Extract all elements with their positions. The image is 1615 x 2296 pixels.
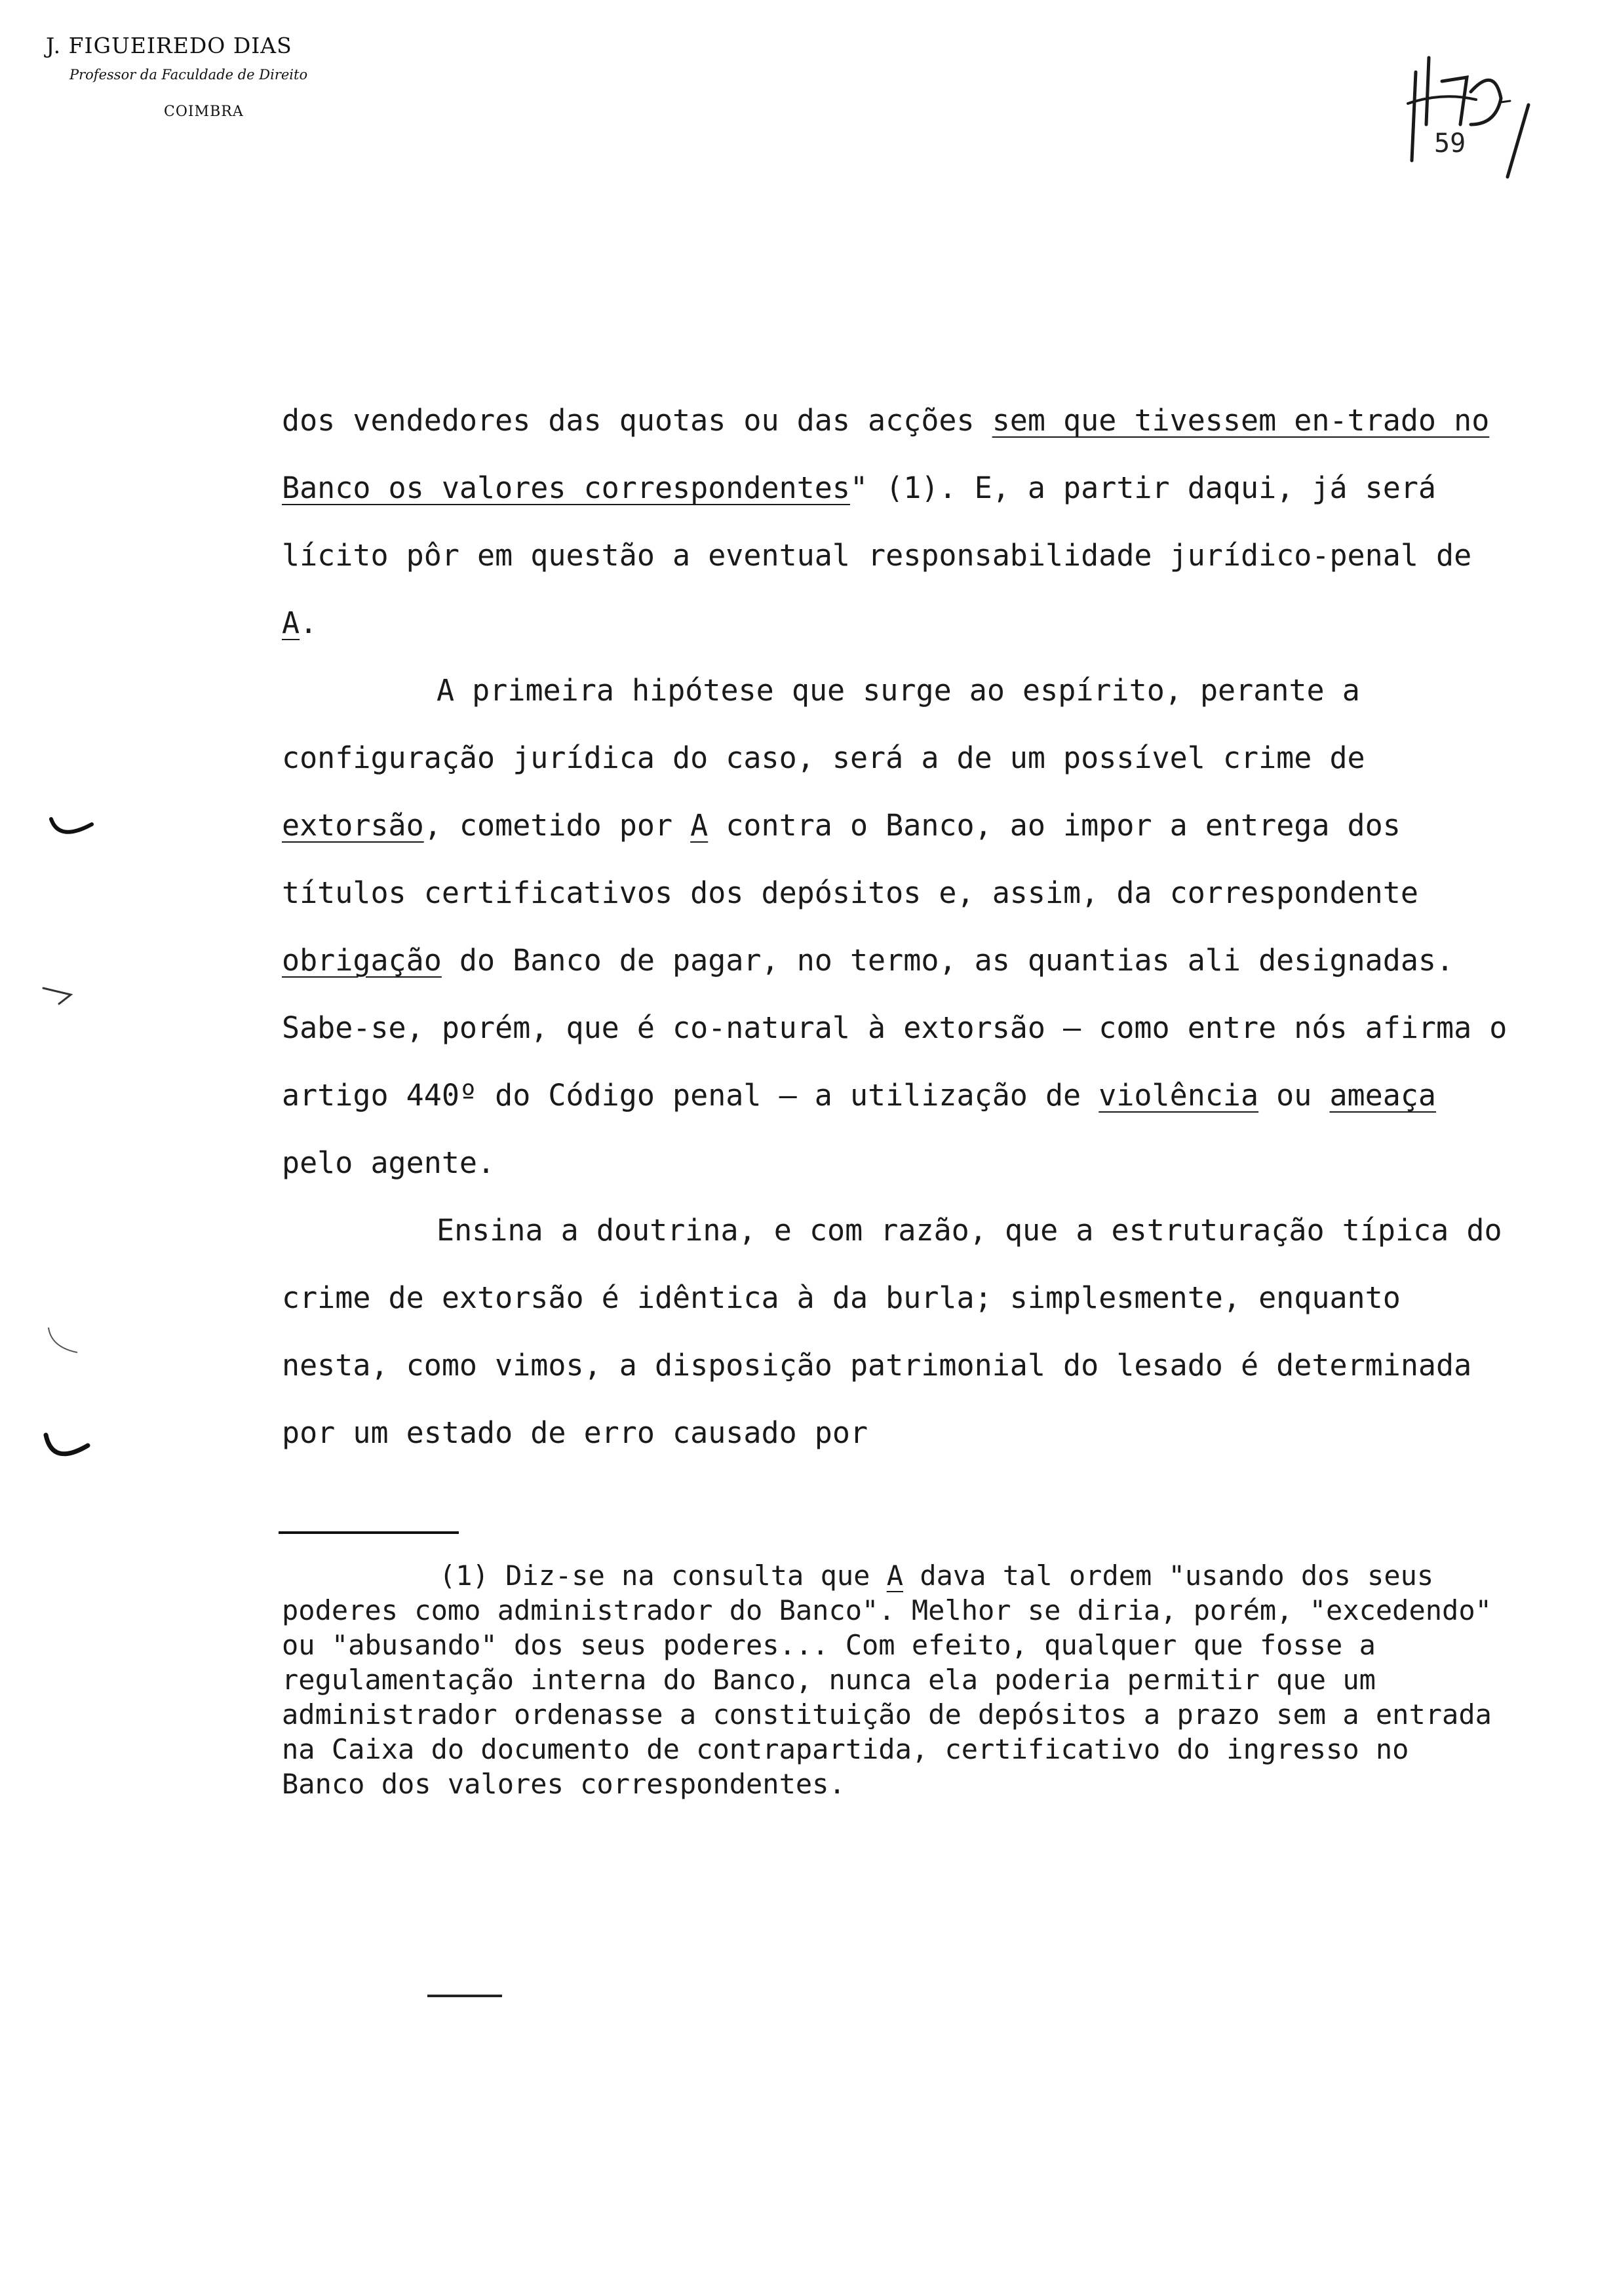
author-title: Professor da Faculdade de Direito (69, 67, 308, 83)
author-name: J. FIGUEIREDO DIAS (46, 33, 292, 58)
footnote-divider (279, 1531, 459, 1534)
footnote (282, 1558, 1508, 1801)
page-number: 59 (1434, 128, 1466, 159)
margin-bracket-mark (46, 813, 98, 852)
handwritten-folio-mark (1403, 46, 1534, 183)
margin-bracket-mark (41, 1428, 93, 1474)
author-city: COIMBRA (164, 104, 244, 120)
footnote-1: (1) Diz-se na consulta que A dava tal ordem "usando dos seus poderes como administrador do Banco". Melhor se diria, porém, "excedendo" ou "abusando" dos seus poderes... Com efeito, qualquer que fosse a regulamentação interna do Banco, nunca ela poderia permitir que um administrador ordenasse a constituição de depósitos a prazo sem a entrada na Caixa do documento de contrapartida, certificativo do ingresso no Banco dos valores correspondentes. (282, 1559, 1492, 1800)
margin-faint-mark (43, 1324, 83, 1356)
paragraph-1: dos vendedores das quotas ou das acções sem que tivessem en-trado no Banco os valores correspondentes" (1). E, a partir daqui, já será lícito pôr em questão a eventual responsabilidade jurídico-penal de A. (282, 403, 1490, 640)
paragraph-3: Ensina a doutrina, e com razão, que a estruturação típica do crime de extorsão é idêntica à da burla; simplesmente, enquanto nesta, como vimos, a disposição patrimonial do lesado é determinada por um estado de erro causado por (282, 1213, 1502, 1450)
margin-tick-mark (39, 983, 79, 1009)
paragraph-2: A primeira hipótese que surge ao espírito, perante a configuração jurídica do caso, será a de um possível crime de extorsão, cometido por A contra o Banco, ao impor a entrega dos títulos certificativos dos depósitos e, assim, da correspondente obrigação do Banco de pagar, no termo, as quantias ali designadas. Sabe-se, porém, que é co-natural à extorsão — como entre nós afirma o artigo 440º do Código penal — a utilização de violência ou ameaça pelo agente. (282, 673, 1508, 1180)
footer-rule-mark (426, 1992, 505, 2000)
body-text (282, 387, 1508, 1466)
